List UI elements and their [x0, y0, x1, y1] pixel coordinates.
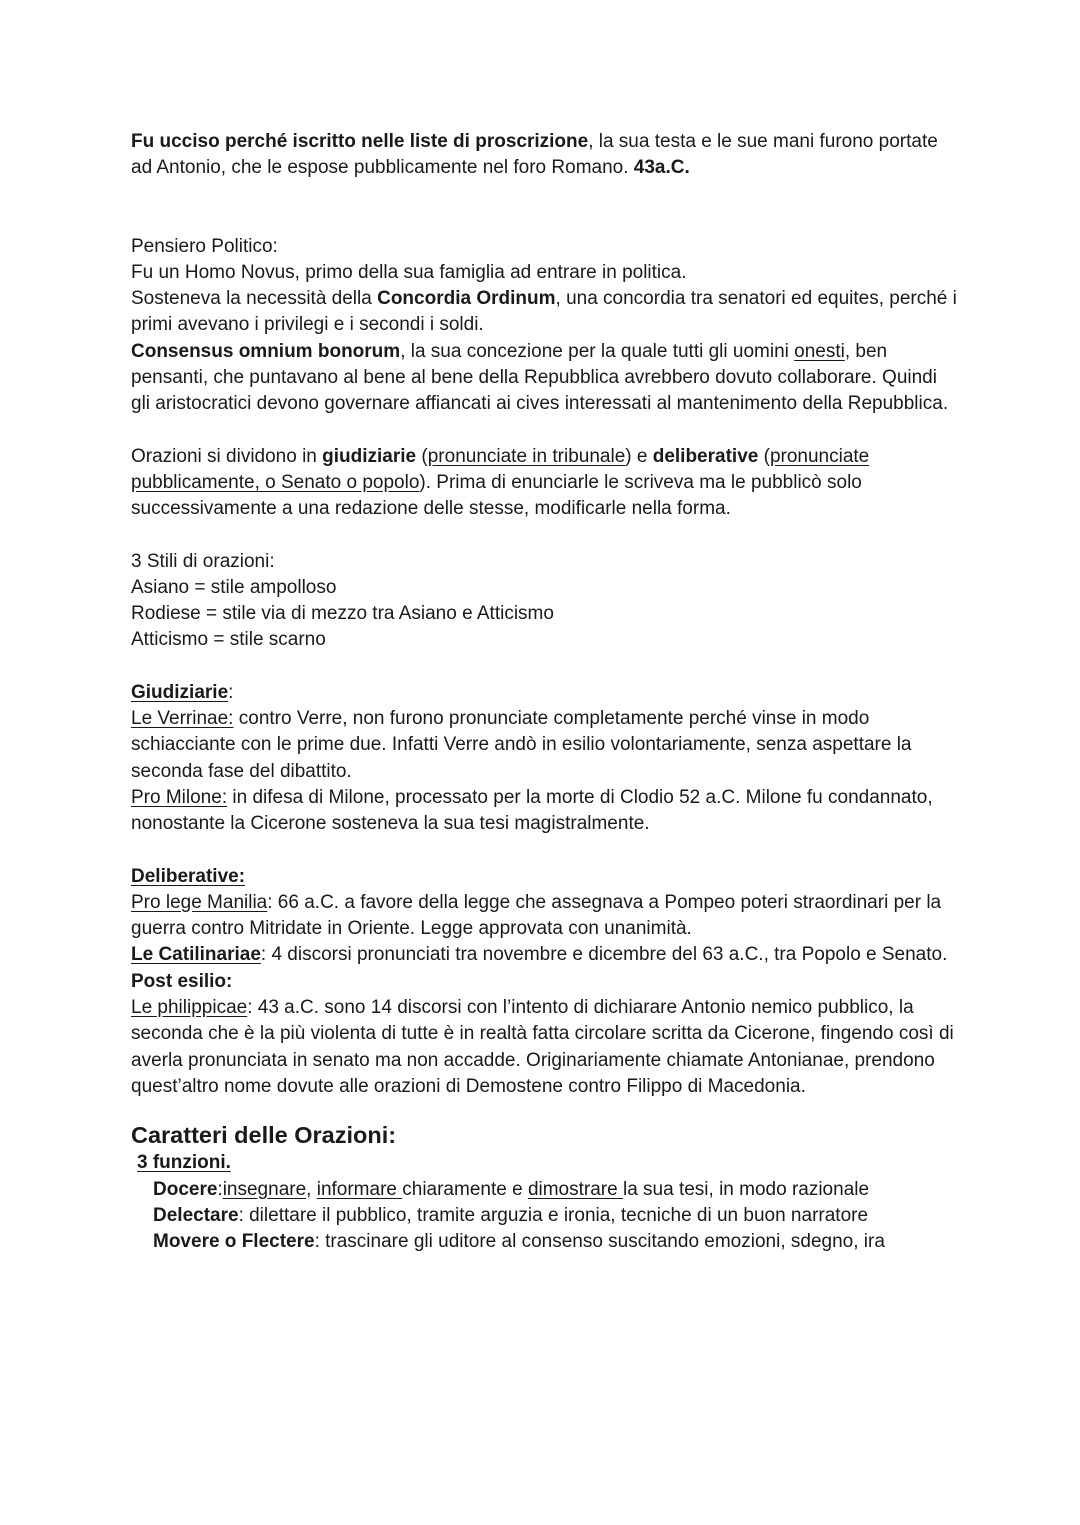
funzioni-subheading: 3 funzioni.	[137, 1152, 231, 1174]
deliberative-section	[131, 864, 961, 1101]
pensiero-line-2-text: Sosteneva la necessità della	[131, 288, 378, 310]
docere-text-3: la sua tesi, in modo razionale	[622, 1178, 870, 1200]
catilinariae-text: : 4 discorsi pronunciati tra novembre e dicembre del 63 a.C., tra Popolo e Senato.	[260, 944, 948, 966]
docere-item	[153, 1177, 961, 1203]
milone-text: in difesa di Milone, processato per la morte di Clodio 52 a.C. Milone fu condannato, nonostante la Cicerone sosteneva la sua tesi magistralmente.	[131, 786, 933, 835]
movere-label: Movere o Flectere	[153, 1231, 315, 1253]
philippicae-title: Le philippicae	[131, 997, 248, 1019]
orazioni-t4: ). Prima di enunciarle le scriveva ma le pubblicò solo successivamente a una redazione delle stesse, modificarle nella forma.	[131, 471, 862, 520]
giudiziarie-colon: :	[228, 681, 234, 703]
manilia-text: : 66 a.C. a favore della legge che assegnava a Pompeo poteri straordinari per la guerra contro Mitridate in Oriente. Legge approvata con unanimità.	[131, 891, 942, 940]
pubblicamente-underlined: pronunciate pubblicamente, o Senato o popolo	[131, 445, 870, 493]
deliberative-bold: deliberative	[652, 445, 759, 467]
docere-text-2: chiaramente e	[402, 1178, 528, 1200]
pensiero-line-3-rest: , ben pensanti, che puntavano al bene al bene della Repubblica avrebbero dovuto collaborare. Quindi gli aristocratici devono governare affiancati ai cives interessati al mantenimento della Repubblica.	[131, 340, 949, 415]
movere-text: : trascinare gli uditore al consenso suscitando emozioni, sdegno, ira	[314, 1231, 885, 1253]
funzioni-list	[131, 1177, 961, 1256]
orazioni-t2: ) e	[625, 445, 653, 467]
tribunale-underlined: pronunciate in tribunale	[427, 445, 626, 467]
consensus-omnium: Consensus omnium bonorum	[131, 340, 401, 362]
orazioni-paragraph	[131, 444, 961, 523]
verrinae-text: contro Verre, non furono pronunciate completamente perché vinse in modo schiacciante con le prime due. Infatti Verre andò in esilio volontariamente, senza aspettare la seconda fase del dibattito.	[131, 708, 912, 782]
docere-colon: :	[217, 1178, 223, 1200]
catilinariae-title: Le Catilinariae	[131, 944, 261, 966]
docere-sep: ,	[306, 1178, 317, 1200]
pensiero-title: Pensiero Politico:	[131, 235, 278, 257]
stili-title: 3 Stili di orazioni:	[131, 550, 275, 572]
insegnare-underlined: insegnare	[222, 1178, 307, 1200]
intro-paragraph	[131, 129, 961, 182]
giudiziarie-heading: Giudiziarie	[131, 681, 229, 703]
stile-item: Atticismo = stile scarno	[131, 629, 326, 651]
milone-title: Pro Milone:	[131, 786, 228, 808]
pensiero-section	[131, 234, 961, 418]
onesti-underlined: onesti	[794, 340, 845, 362]
pensiero-line-3-text: , la sua concezione per la quale tutti gli uomini	[400, 340, 795, 362]
pensiero-line-1: Fu un Homo Novus, primo della sua famiglia ad entrare in politica.	[131, 261, 687, 283]
caratteri-heading: Caratteri delle Orazioni:	[131, 1122, 397, 1149]
deliberative-heading: Deliberative:	[131, 865, 246, 887]
stile-item: Rodiese = stile via di mezzo tra Asiano e Atticismo	[131, 603, 554, 625]
concordia-ordinum: Concordia Ordinum	[377, 288, 556, 310]
orazioni-t3: (	[758, 445, 770, 467]
verrinae-title: Le Verrinae:	[131, 708, 234, 730]
intro-date: 43a.C.	[633, 157, 690, 179]
manilia-title: Pro lege Manilia	[131, 891, 268, 913]
delectare-label: Delectare	[153, 1204, 239, 1226]
orazioni-t1: (	[416, 445, 428, 467]
delectare-item	[153, 1203, 961, 1229]
document-page	[131, 129, 961, 1255]
stili-section	[131, 549, 961, 654]
intro-bold: Fu ucciso perché iscritto nelle liste di proscrizione	[131, 131, 589, 152]
stile-item: Asiano = stile ampolloso	[131, 576, 337, 598]
dimostrare-underlined: dimostrare	[527, 1178, 623, 1200]
post-esilio-heading: Post esilio:	[131, 970, 233, 992]
giudiziarie-section	[131, 680, 961, 838]
movere-item	[153, 1229, 961, 1255]
delectare-text: : dilettare il pubblico, tramite arguzia e ironia, tecniche di un buon narratore	[238, 1204, 869, 1226]
informare-underlined: informare	[316, 1178, 403, 1200]
philippicae-text: : 43 a.C. sono 14 discorsi con l’intento di dichiarare Antonio nemico pubblico, la seconda che è la più violenta di tutte è in realtà fatta circolare scritta da Cicerone, fingendo così di averla pronunciata in senato ma non accadde. Originariamente chiamate Antonianae, prendono quest’altro nome dovute alle orazioni di Demostene contro Filippo di Macedonia.	[131, 997, 954, 1097]
intro-text: , la sua testa e le sue mani furono portate ad Antonio, che le espose pubblicamente nel foro Romano.	[131, 131, 938, 179]
giudiziarie-bold: giudiziarie	[322, 445, 417, 467]
pensiero-line-2-rest: , una concordia tra senatori ed equites, perché i primi avevano i privilegi e i secondi i soldi.	[131, 288, 957, 336]
orazioni-pre: Orazioni si dividono in	[131, 445, 323, 467]
docere-label: Docere	[153, 1178, 218, 1200]
